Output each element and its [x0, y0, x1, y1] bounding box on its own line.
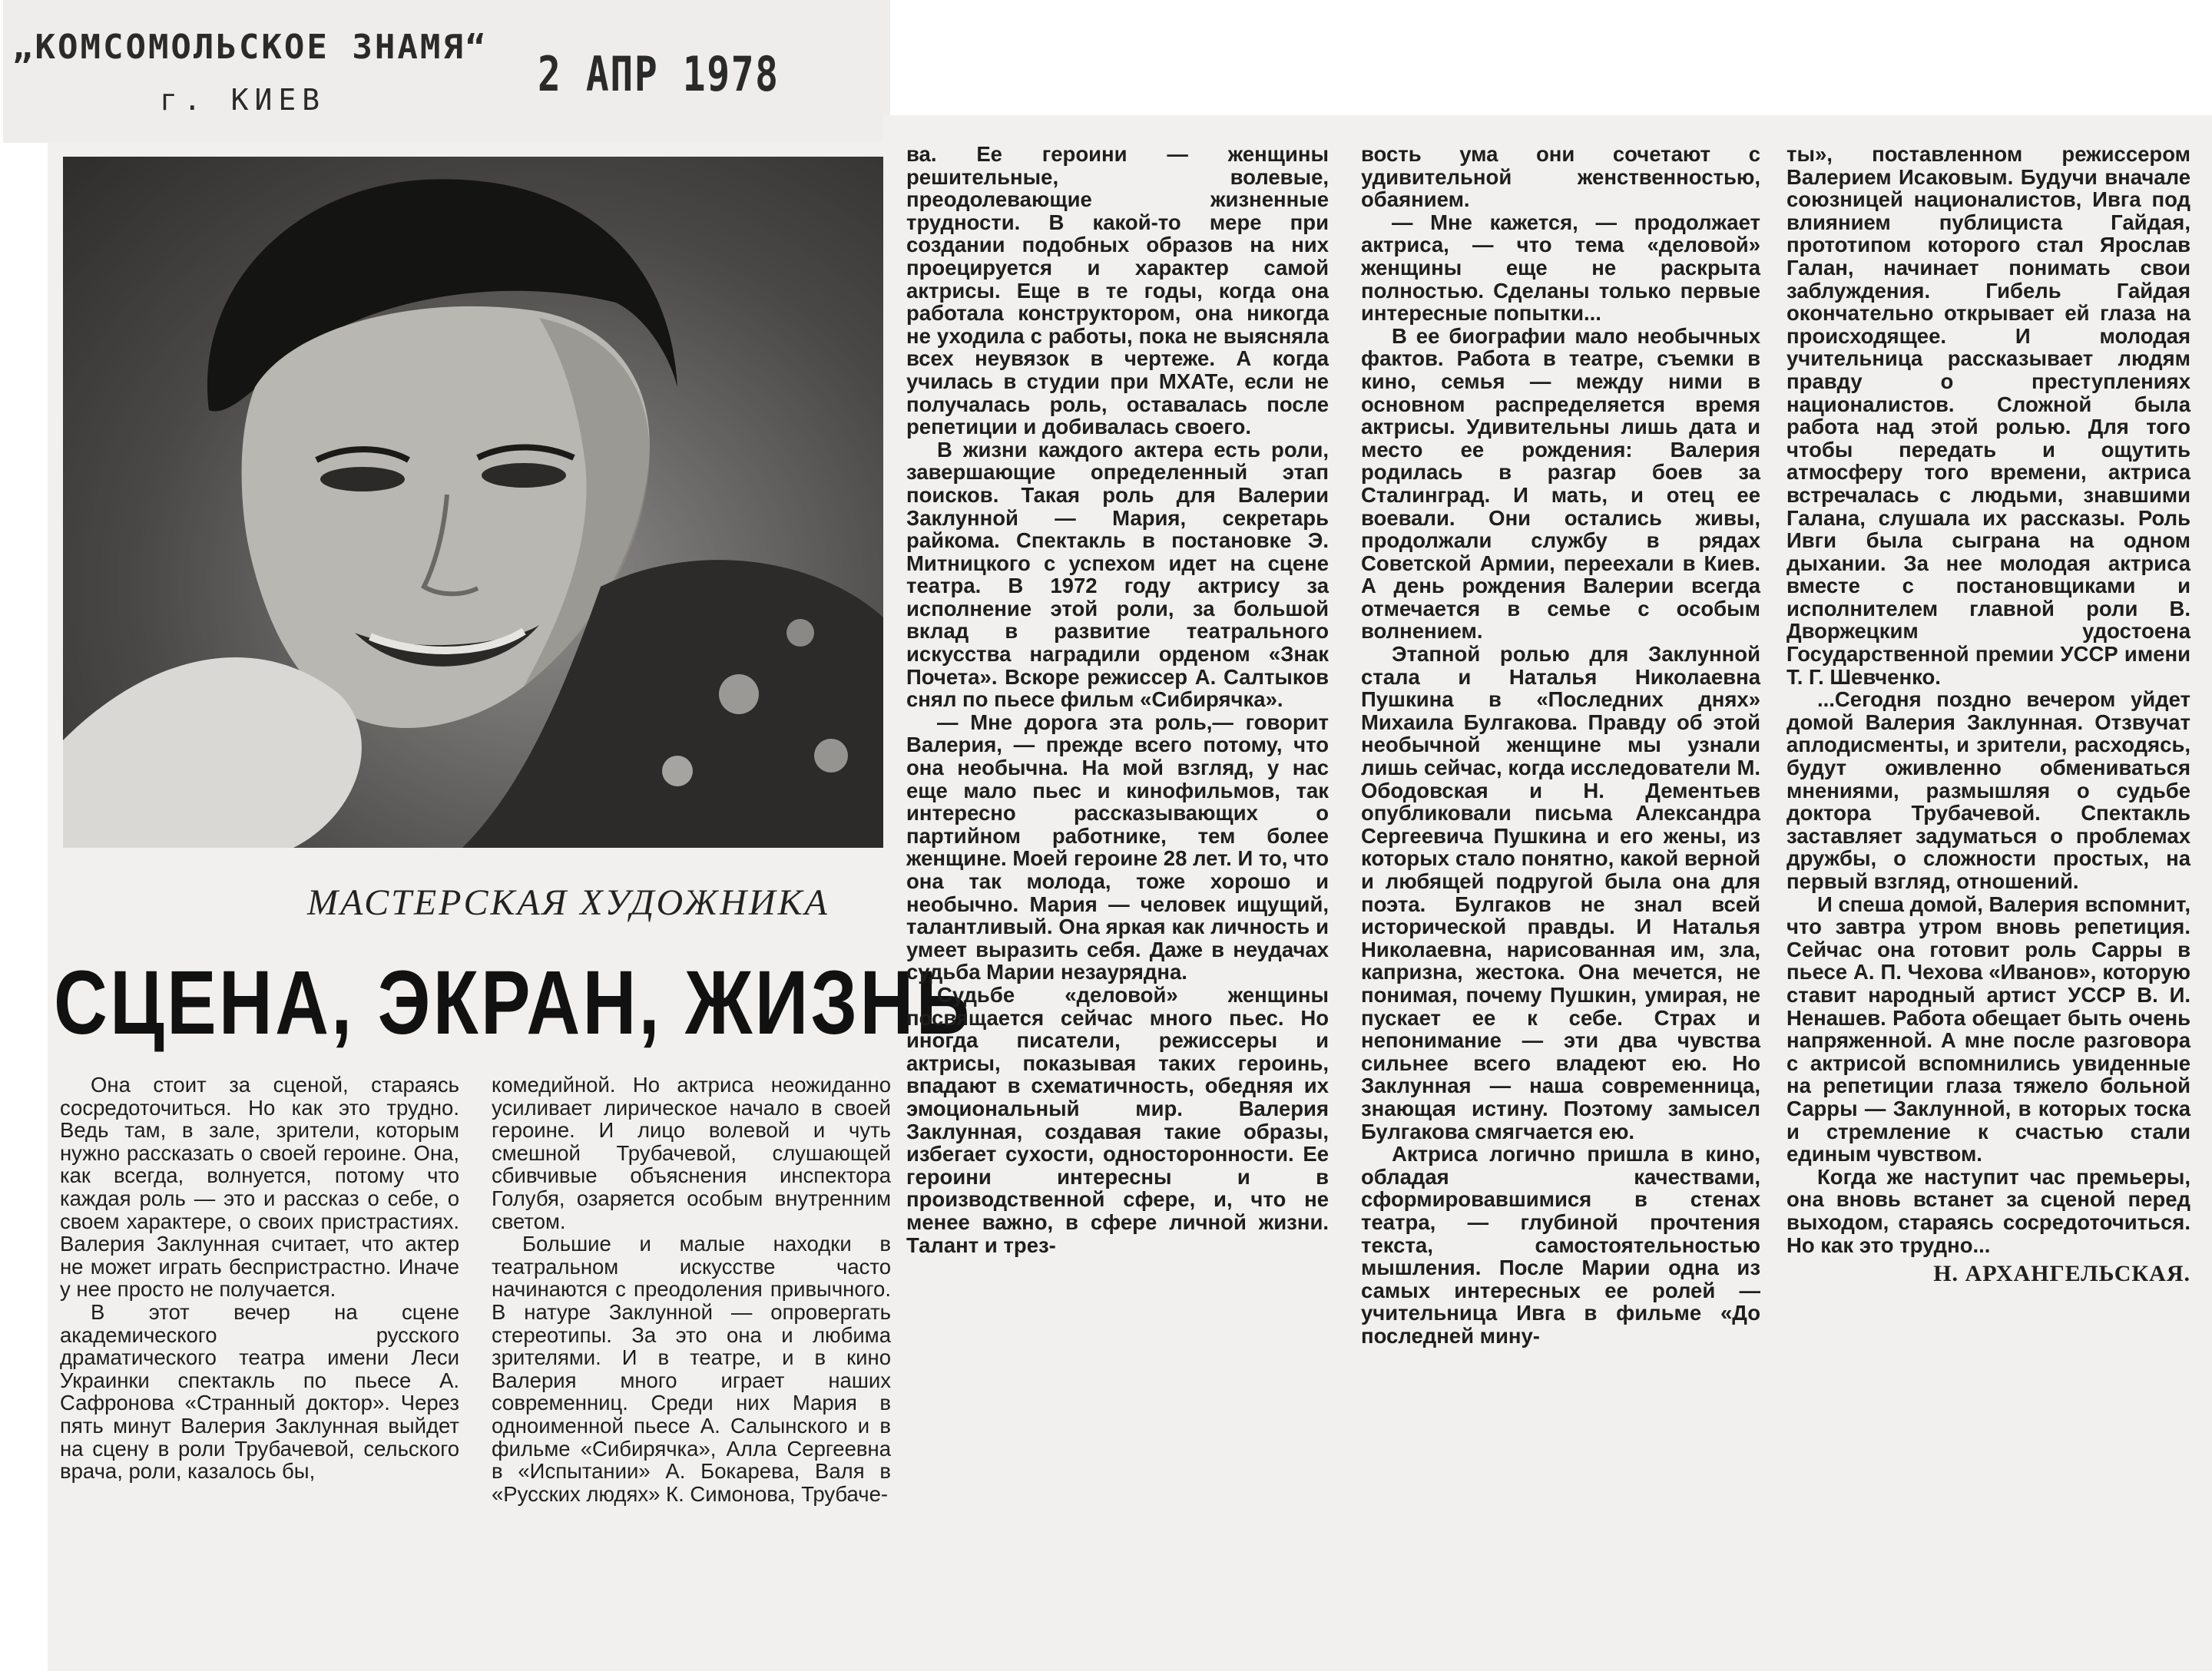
article-column-5: [1786, 143, 2190, 1657]
author-signature: Н. АРХАНГЕЛЬСКАЯ.: [1933, 1261, 2190, 1287]
paragraph: — Мне дорога эта роль,— говорит Валерия, — прежде всего потому, что она необычна. На мой взгляд, у нас еще мало пьес и кинофильмов, так интересно рассказывающих о партийном работнике, тем более женщине. Моей героине 28 лет. И то, что она так молода, тоже хорошо и необычно. Мария — человек ищущий, талантливый. Она яркая как личность и умеет выразить себя. Даже в неудачах судьба Марии незаурядна.: [906, 710, 1329, 984]
paragraph: вость ума они сочетают с удивительной женственностью, обаянием.: [1361, 142, 1760, 212]
newspaper-name: „КОМСОМОЛЬСКОЕ ЗНАМЯ“: [12, 28, 488, 67]
paragraph: ты», поставленном режиссером Валерием Исаковым. Будучи вначале союзницей националистов, Ивга под влиянием публициста Гайдая, прототипом которого стал Ярослав Галан, начинает понимать свои заблуждения. Гибель Гайдая окончательно открывает ей глаза на происходящее. И молодая учительница рассказывает людям правду о преступлениях националистов. Сложной была работа над этой ролью. Для того чтобы передать и ощутить атмосферу того времени, актриса встречалась с людьми, знавшими Галана, слушала их рассказы. Роль Ивги была сыграна на одном дыхании. За нее молодая актриса вместе с постановщиками и исполнителем главной роли В. Дворжецким удостоена Государственной премии УССР имени Т. Г. Шевченко.: [1786, 142, 2190, 689]
date-stamp: 2 АПР 1978: [538, 46, 780, 102]
article-column-1: [60, 1074, 459, 1657]
paragraph: И спеша домой, Валерия вспомнит, что завтра утром вновь репетиция. Сейчас она готовит роль Сарры в пьесе А. П. Чехова «Иванов», которую ставит народный артист УССР В. И. Ненашев. Работа обещает быть очень напряженной. А мне после разговора с актрисой вспомнились увиденные на репетиции глаза тяжело больной Сарры — Заклунной, в которых тоска и стремление к счастью стали единым чувством.: [1786, 892, 2190, 1166]
article-column-3: [906, 143, 1329, 1657]
paragraph: комедийной. Но актриса неожиданно усиливает лирическое начало в своей героине. И лицо волевой и чуть смешной Трубачевой, слушающей сбивчивые объяснения инспектора Голубя, озаряется особым внутренним светом.: [492, 1073, 891, 1233]
paragraph: Этапной ролью для Заклунной стала и Наталья Николаевна Пушкина в «Последних днях» Михаила Булгакова. Правду об этой необычной женщине мы узнали лишь сейчас, когда исследователи М. Ободовская и Н. Дементьев опубликовали письма Александра Сергеевича Пушкина и его жены, из которых стало понятно, какой верной и любящей подругой была она для поэта. Булгаков не знал всей исторической правды. И Наталья Николаевна, нарисованная им, зла, капризна, жестока. Она мечется, не понимая, почему Пушкин, умирая, не пускает ее к себе. Страх и непонимание — эти два чувства сильнее всего владеют ею. Но Заклунная — наша современница, знающая истину. Поэтому замысел Булгакова смягчается ею.: [1361, 642, 1760, 1143]
article-headline: СЦЕНА, ЭКРАН, ЖИЗНЬ: [54, 952, 972, 1054]
paragraph: ...Сегодня поздно вечером уйдет домой Валерия Заклунная. Отзвучат аплодисменты, и зрители, расходясь, будут оживленно обмениваться мнениями, размышляя о судьбе доктора Трубачевой. Спектакль заставляет задуматься о проблемах дружбы, о сложности простых, на первый взгляд, отношений.: [1786, 687, 2190, 893]
paragraph: Она стоит за сценой, стараясь сосредоточиться. Но как это трудно. Ведь там, в зале, зрители, которым нужно рассказать о своей героине. Она, как всегда, волнуется, потому что каждая роль — это и рассказ о себе, о своем характере, о своих пристрастиях. Валерия Заклунная считает, что актер не может играть беспристрастно. Иначе у нее просто не получается.: [60, 1073, 459, 1302]
paragraph: Судьбе «деловой» женщины посвящается сейчас много пьес. Но иногда писатели, режиссеры и актрисы, показывая таких героинь, впадают в схематичность, обедняя их эмоциональный мир. Валерия Заклунная, создавая такие образы, избегает сухости, односторонности. Ее героини интересны и в производственной сфере, и, что не менее важно, в сфере личной жизни. Талант и трез-: [906, 982, 1329, 1257]
paragraph: Большие и малые находки в театральном искусстве часто начинаются с преодоления привычного. В натуре Заклунной — опровергать стереотипы. За это она и любима зрителями. И в театре, и в кино Валерия много играет наших современниц. Среди них Мария в одноименной пьесе А. Салынского и в фильме «Сибирячка», Алла Сергеевна в «Испытании» А. Бокарева, Валя в «Русских людях» К. Симонова, Трубаче-: [492, 1232, 891, 1506]
actress-photo: [63, 157, 883, 848]
paragraph: ва. Ее героини — женщины решительные, волевые, преодолевающие жизненные трудности. В какой-то мере при создании подобных образов на них проецируется и характер самой актрисы. Еще в те годы, когда она работала конструктором, она никогда не уходила с работы, пока не выясняла всех неувязок в чертеже. А когда училась в студии при МХАТе, если не получалась роль, оставалась после репетиции и добивалась своего.: [906, 142, 1329, 439]
paragraph: В жизни каждого актера есть роли, завершающие определенный этап поисков. Такая роль для Валерии Заклунной — Мария, секретарь райкома. Спектакль в постановке Э. Митницкого с успехом идет на сцене театра. В 1972 году актрису за исполнение этой роли, за большой вклад в развитие театрального искусства наградили орденом «Знак Почета». Вскоре режиссер А. Салтыков снял по пьесе фильм «Сибирячка».: [906, 437, 1329, 712]
paragraph: В этот вечер на сцене академического русского драматического театра имени Леси Украинки спектакль по пьесе А. Сафронова «Странный доктор». Через пять минут Валерия Заклунная выйдет на сцену в роли Трубачевой, сельского врача, роли, казалось бы,: [60, 1299, 459, 1484]
newspaper-city: г. КИЕВ: [160, 83, 326, 117]
paragraph: — Мне кажется, — продолжает актриса, — что тема «деловой» женщины еще не раскрыта полностью. Сделаны только первые интересные попытки...: [1361, 210, 1760, 326]
paragraph: Когда же наступит час премьеры, она вновь встанет за сценой перед выходом, стараясь сосредоточиться. Но как это трудно...: [1786, 1164, 2190, 1257]
rubric-label: МАСТЕРСКАЯ ХУДОЖНИКА: [307, 882, 830, 923]
article-column-4: [1361, 143, 1760, 1657]
paragraph: Актриса логично пришла в кино, обладая качествами, сформировавшимися в стенах театра, — глубиной прочтения текста, самостоятельностью мышления. После Марии одна из самых интересных ее ролей — учительница Ивга в фильме «До последней мину-: [1361, 1142, 1760, 1348]
article-column-2: [492, 1074, 891, 1657]
paragraph: В ее биографии мало необычных фактов. Работа в театре, съемки в кино, семья — между ними в основном распределяется время актрисы. Удивительны лишь дата и место ее рождения: Валерия родилась в разгар боев за Сталинград. И мать, и отец ее воевали. Они остались живы, продолжали службу в рядах Советской Армии, переехали в Киев. А день рождения Валерии всегда отмечается в семье с особым волнением.: [1361, 323, 1760, 644]
portrait-illustration: [63, 157, 883, 848]
